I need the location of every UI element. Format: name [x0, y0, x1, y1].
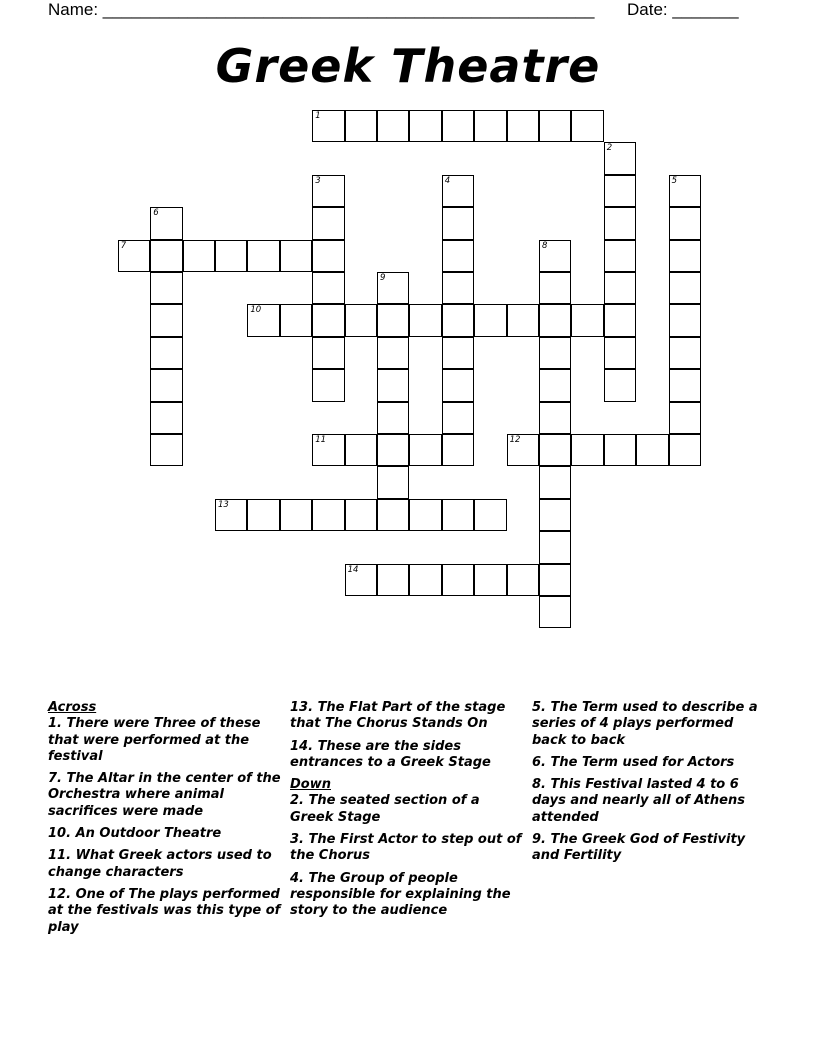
clue — [48, 848, 286, 881]
clue-text: The seated section of a Greek Stage — [290, 793, 480, 825]
clue-number: 8 — [542, 240, 548, 251]
crossword-cell[interactable] — [442, 369, 474, 401]
crossword-cell[interactable] — [604, 337, 636, 369]
clue-number-label: 4. — [290, 870, 309, 886]
name-field[interactable]: Name: ____________________________________________________ — [48, 0, 595, 19]
date-field[interactable]: Date: _______ — [627, 0, 739, 19]
crossword-cell[interactable] — [312, 110, 344, 142]
crossword-cell[interactable] — [345, 434, 377, 466]
clue-number: 7 — [120, 240, 127, 251]
clue-number-label: 8. — [532, 777, 551, 793]
crossword-cell[interactable] — [539, 434, 571, 466]
crossword-cell[interactable] — [442, 207, 474, 239]
crossword-cell[interactable] — [409, 110, 441, 142]
crossword-cell[interactable] — [669, 175, 701, 207]
clue-number: 12 — [509, 435, 521, 445]
crossword-cell[interactable] — [539, 240, 571, 272]
crossword-cell[interactable] — [312, 240, 344, 272]
clue — [48, 716, 286, 765]
crossword-cell[interactable] — [539, 337, 571, 369]
clue-number-label: 12. — [48, 886, 76, 902]
clue-number-label: 1. — [48, 716, 67, 732]
crossword-cell[interactable] — [150, 207, 182, 239]
crossword-cell[interactable] — [669, 304, 701, 336]
crossword-cell[interactable] — [247, 499, 279, 531]
clue-number: 4 — [444, 175, 451, 186]
crossword-cell[interactable] — [571, 110, 603, 142]
crossword-cell[interactable] — [474, 499, 506, 531]
across-clue-list-continued — [290, 700, 526, 771]
down-clue-list-continued — [532, 700, 768, 865]
crossword-cell[interactable] — [377, 402, 409, 434]
crossword-cell[interactable] — [377, 466, 409, 498]
crossword-cell[interactable] — [539, 564, 571, 596]
clue-text: The First Actor to step out of the Chorus — [290, 832, 522, 864]
crossword-cell[interactable] — [539, 499, 571, 531]
clue — [532, 700, 768, 749]
clue — [532, 755, 768, 771]
clue — [290, 793, 526, 826]
clue-number-label: 7. — [48, 771, 67, 787]
crossword-cell[interactable] — [312, 304, 344, 336]
crossword-cell[interactable] — [442, 499, 474, 531]
page-title: Greek Theatre — [215, 39, 601, 93]
clue-number-label: 5. — [532, 700, 551, 715]
crossword-cell[interactable] — [636, 434, 668, 466]
crossword-cell[interactable] — [604, 369, 636, 401]
crossword-cell[interactable] — [442, 272, 474, 304]
crossword-cell[interactable] — [409, 304, 441, 336]
crossword-cell[interactable] — [247, 240, 279, 272]
clue-number-label: 10. — [48, 826, 76, 842]
crossword-cell[interactable] — [150, 434, 182, 466]
crossword-cell[interactable] — [507, 564, 539, 596]
crossword-cell[interactable] — [118, 240, 150, 272]
crossword-cell[interactable] — [539, 369, 571, 401]
clue-number: 11 — [315, 435, 327, 445]
clue-number: 3 — [315, 175, 321, 186]
crossword-cell[interactable] — [539, 596, 571, 628]
crossword-cell[interactable] — [183, 240, 215, 272]
crossword-cell[interactable] — [409, 434, 441, 466]
clue — [290, 871, 526, 920]
clue-number: 5 — [671, 175, 678, 186]
crossword-cell[interactable] — [280, 304, 312, 336]
clue-number-label: 11. — [48, 848, 76, 864]
crossword-cell[interactable] — [539, 304, 571, 336]
crossword-cell[interactable] — [150, 402, 182, 434]
clue-text: The Flat Part of the stage that The Chorus Stands On — [290, 700, 506, 732]
crossword-cell[interactable] — [280, 499, 312, 531]
crossword-cell[interactable] — [669, 402, 701, 434]
clue-number: 10 — [250, 305, 262, 316]
clue-text: These are the sides entrances to a Greek Stage — [290, 738, 491, 770]
across-heading: Across — [48, 700, 97, 715]
crossword-cell[interactable] — [442, 402, 474, 434]
crossword-cell[interactable] — [215, 240, 247, 272]
clue-text: What Greek actors used to change characters — [48, 848, 272, 880]
crossword-cell[interactable] — [377, 337, 409, 369]
crossword-cell[interactable] — [377, 369, 409, 401]
clue-text: The Term used to describe a series of 4 plays performed back to back — [532, 700, 758, 748]
crossword-cell[interactable] — [150, 272, 182, 304]
crossword-cell[interactable] — [247, 304, 279, 336]
crossword-cell[interactable] — [669, 272, 701, 304]
crossword-cell[interactable] — [604, 175, 636, 207]
crossword-cell[interactable] — [604, 207, 636, 239]
crossword-cell[interactable] — [312, 369, 344, 401]
crossword-cell[interactable] — [409, 564, 441, 596]
crossword-cell[interactable] — [442, 564, 474, 596]
crossword-cell[interactable] — [312, 337, 344, 369]
clue-text: This Festival lasted 4 to 6 days and nearly all of Athens attended — [532, 777, 745, 825]
crossword-cell[interactable] — [312, 434, 344, 466]
crossword-cell[interactable] — [539, 110, 571, 142]
clue — [532, 777, 768, 826]
clue-number-label: 14. — [290, 738, 318, 754]
crossword-cell[interactable] — [604, 142, 636, 174]
clues-column-3 — [532, 700, 768, 871]
crossword-cell[interactable] — [312, 175, 344, 207]
crossword-cell[interactable] — [377, 304, 409, 336]
crossword-cell[interactable] — [507, 434, 539, 466]
clue-text: The Greek God of Festivity and Fertility — [532, 832, 746, 864]
crossword-cell[interactable] — [507, 304, 539, 336]
crossword-cell[interactable] — [604, 240, 636, 272]
crossword-cell[interactable] — [442, 337, 474, 369]
crossword-cell[interactable] — [377, 272, 409, 304]
crossword-cell[interactable] — [345, 499, 377, 531]
crossword-cell[interactable] — [669, 207, 701, 239]
crossword-cell[interactable] — [442, 304, 474, 336]
crossword-cell[interactable] — [571, 434, 603, 466]
crossword-cell[interactable] — [345, 304, 377, 336]
clues-column-1 — [48, 700, 286, 942]
down-clue-list — [290, 793, 526, 919]
crossword-cell[interactable] — [442, 175, 474, 207]
crossword-cell[interactable] — [539, 402, 571, 434]
crossword-cell[interactable] — [604, 272, 636, 304]
crossword-cell[interactable] — [377, 564, 409, 596]
clue — [48, 771, 286, 820]
clues-column-2 — [290, 700, 526, 926]
clue — [290, 739, 526, 772]
crossword-cell[interactable] — [312, 272, 344, 304]
crossword-cell[interactable] — [409, 499, 441, 531]
clue-text: The Term used for Actors — [550, 754, 735, 770]
crossword-cell[interactable] — [150, 240, 182, 272]
crossword-cell[interactable] — [377, 499, 409, 531]
clue-number: 6 — [153, 208, 159, 219]
crossword-cell[interactable] — [377, 110, 409, 142]
crossword-cell[interactable] — [571, 304, 603, 336]
crossword-cell[interactable] — [669, 240, 701, 272]
crossword-cell[interactable] — [150, 337, 182, 369]
clue-number-label: 2. — [290, 793, 309, 809]
crossword-cell[interactable] — [442, 434, 474, 466]
down-heading: Down — [290, 777, 331, 793]
clue-text: An Outdoor Theatre — [75, 826, 222, 842]
clue-text: One of The plays performed at the festivals was this type of play — [48, 886, 281, 935]
crossword-cell[interactable] — [442, 240, 474, 272]
crossword-cell[interactable] — [539, 531, 571, 563]
clue-number: 14 — [347, 564, 359, 575]
clue-number: 9 — [380, 273, 386, 283]
crossword-cell[interactable] — [474, 110, 506, 142]
clue-number: 2 — [606, 143, 613, 154]
crossword-cell[interactable] — [377, 434, 409, 466]
crossword-cell[interactable] — [312, 499, 344, 531]
clue-number: 13 — [218, 499, 229, 510]
crossword-cell[interactable] — [150, 369, 182, 401]
clue-number: 1 — [315, 111, 321, 121]
crossword-cell[interactable] — [539, 272, 571, 304]
clue-number-label: 13. — [290, 700, 318, 715]
clue — [48, 887, 286, 936]
crossword-cell[interactable] — [215, 499, 247, 531]
clue — [48, 826, 286, 842]
clue-text: The Altar in the center of the Orchestra where animal sacrifices were made — [48, 771, 281, 819]
clue-text: There were Three of these that were performed at the festival — [48, 716, 261, 764]
crossword-cell[interactable] — [474, 304, 506, 336]
crossword-cell[interactable] — [442, 110, 474, 142]
clue-text: The Group of people responsible for explaining the story to the audience — [290, 870, 511, 919]
clue — [532, 832, 768, 865]
crossword-cell[interactable] — [345, 110, 377, 142]
crossword-cell[interactable] — [312, 207, 344, 239]
crossword-cell[interactable] — [604, 304, 636, 336]
clue-number-label: 6. — [532, 754, 551, 770]
crossword-cell[interactable] — [280, 240, 312, 272]
crossword-cell[interactable] — [604, 434, 636, 466]
clue — [290, 700, 526, 733]
crossword-cell[interactable] — [345, 564, 377, 596]
clue-number-label: 9. — [532, 832, 551, 848]
across-clue-list — [48, 716, 286, 936]
clue — [290, 832, 526, 865]
clue-number-label: 3. — [290, 832, 309, 848]
crossword-cell[interactable] — [150, 304, 182, 336]
crossword-cell[interactable] — [507, 110, 539, 142]
crossword-cell[interactable] — [474, 564, 506, 596]
crossword-cell[interactable] — [539, 466, 571, 498]
crossword-cell[interactable] — [669, 337, 701, 369]
crossword-cell[interactable] — [669, 434, 701, 466]
crossword-cell[interactable] — [669, 369, 701, 401]
